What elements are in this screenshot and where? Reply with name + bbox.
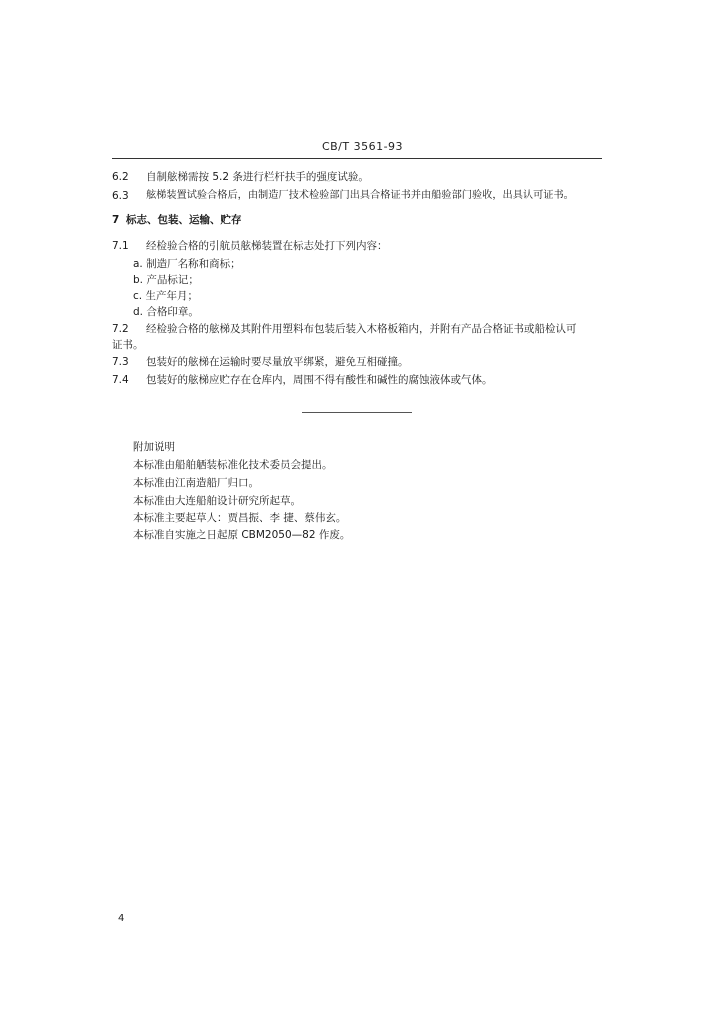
section-heading: 标志、包装、运输、贮存 (126, 214, 242, 226)
clause-text: 舷梯装置试验合格后，由制造厂技术检验部门出具合格证书并由船验部门验收，出具认可证书。 (146, 190, 574, 201)
clause-number: 7.4 (112, 374, 129, 386)
end-divider (302, 412, 412, 413)
page-number: 4 (118, 913, 125, 924)
appendix-line: 本标准由江南造船厂归口。 (133, 477, 259, 489)
clause-number: 7.3 (112, 356, 129, 368)
list-item: c. 生产年月； (133, 290, 198, 302)
appendix-line: 本标准由大连船舶设计研究所起草。 (133, 495, 301, 507)
standard-code: CB/T 3561-93 (321, 140, 404, 153)
clause-text: 自制舷梯需按 5.2 条进行栏杆扶手的强度试验。 (146, 171, 369, 183)
list-item: a. 制造厂名称和商标； (133, 258, 241, 270)
clause-number: 7.1 (112, 240, 129, 252)
clause-number: 6.3 (112, 190, 129, 202)
clause-text: 经检验合格的引航员舷梯装置在标志处打下列内容： (146, 240, 388, 252)
list-item: d. 合格印章。 (133, 306, 199, 318)
clause-text: 包装好的舷梯应贮存在仓库内，周围不得有酸性和碱性的腐蚀液体或气体。 (146, 374, 493, 386)
clause-text-continued: 证书。 (112, 339, 144, 351)
appendix-title: 附加说明 (133, 441, 175, 453)
appendix-line: 本标准由船舶舾装标准化技术委员会提出。 (133, 459, 333, 471)
section-number: 7 (112, 214, 120, 226)
clause-text: 包装好的舷梯在运输时要尽量放平绑紧，避免互相碰撞。 (146, 356, 409, 368)
list-item: b. 产品标记； (133, 274, 199, 286)
appendix-line: 本标准主要起草人：贾昌振、李 捷、蔡伟玄。 (133, 512, 347, 524)
header-rule (112, 158, 602, 159)
clause-number: 6.2 (112, 171, 129, 183)
clause-text: 经检验合格的舷梯及其附件用塑料布包装后装入木格板箱内，并附有产品合格证书或船检认可 (146, 323, 577, 335)
appendix-line: 本标准自实施之日起原 CBM2050—82 作废。 (133, 529, 351, 541)
clause-number: 7.2 (112, 323, 129, 335)
